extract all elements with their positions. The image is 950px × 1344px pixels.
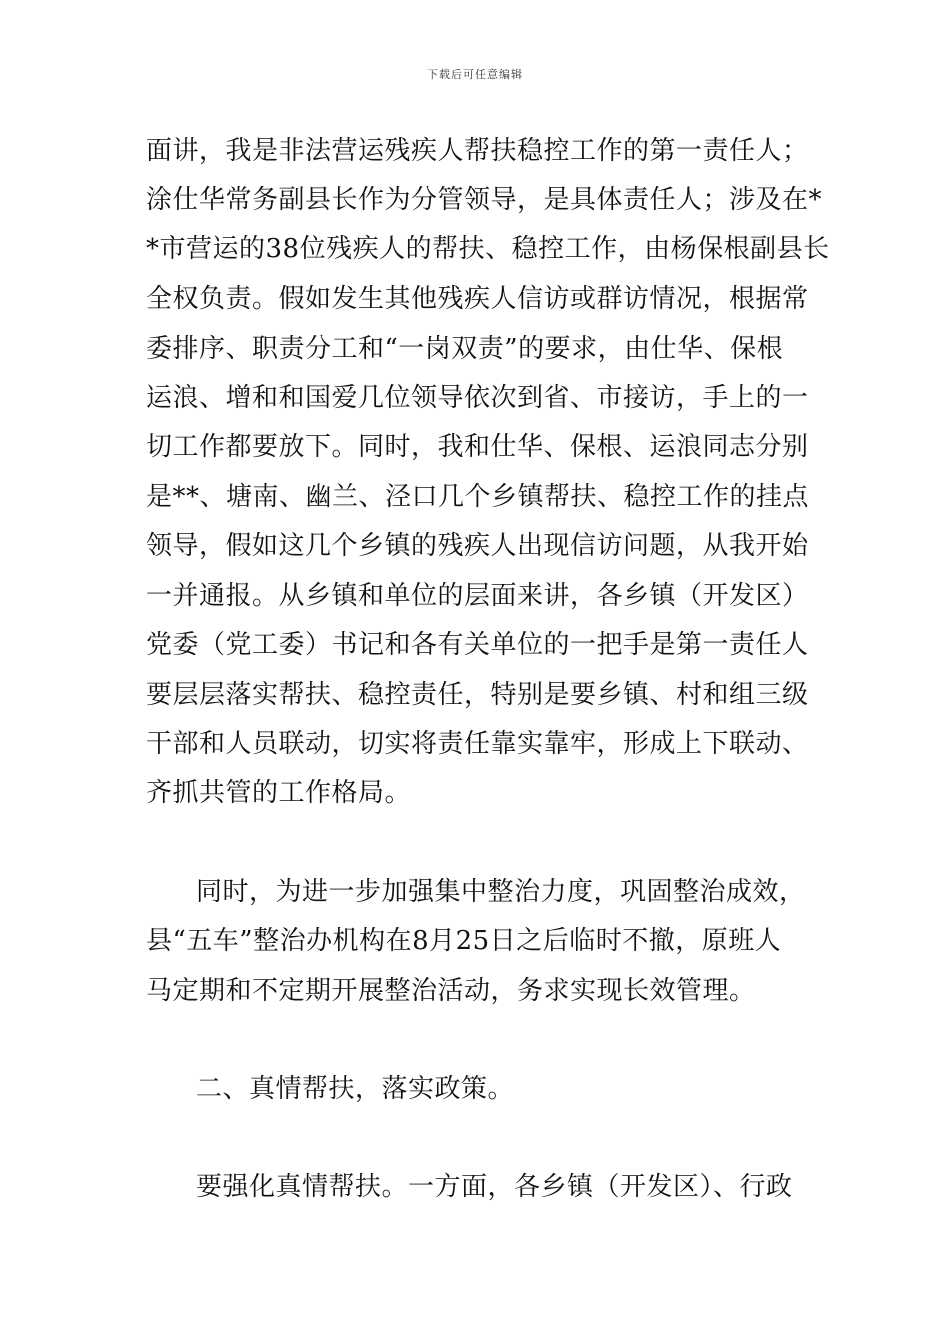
text-line: 一并通报。从乡镇和单位的层面来讲，各乡镇（开发区） [146,581,809,611]
text-line: 领导，假如这几个乡镇的残疾人出现信访问题，从我开始 [146,531,809,561]
header-note: 下载后可任意编辑 [427,68,523,81]
text-line: 干部和人员联动，切实将责任靠实靠牢，形成上下联动、 [146,729,809,759]
text-line: 党委（党工委）书记和各有关单位的一把手是第一责任人 [146,630,809,660]
text-line: 委排序、职责分工和“一岗双责”的要求，由仕华、保根 [146,334,784,364]
text-line: 切工作都要放下。同时，我和仕华、保根、运浪同志分别 [146,432,809,462]
text-line: 齐抓共管的工作格局。 [146,778,412,808]
text-line: *市营运的38位残疾人的帮扶、稳控工作，由杨保根副县长 [146,234,830,264]
section-heading: 二、真情帮扶，落实政策。 [196,1074,515,1104]
text-line: 要层层落实帮扶、稳控责任，特别是要乡镇、村和组三级 [146,680,809,710]
text-line: 面讲，我是非法营运残疾人帮扶稳控工作的第一责任人； [146,136,809,166]
text-line: 运浪、增和和国爱几位领导依次到省、市接访，手上的一 [146,383,809,413]
text-line: 是**、塘南、幽兰、泾口几个乡镇帮扶、稳控工作的挂点 [146,482,810,512]
text-line: 县“五车”整治办机构在8月25日之后临时不撤，原班人 [146,926,782,956]
text-line: 要强化真情帮扶。一方面，各乡镇（开发区）、行政 [196,1172,793,1202]
text-line: 涂仕华常务副县长作为分管领导，是具体责任人；涉及在* [146,185,823,215]
text-line: 马定期和不定期开展整治活动，务求实现长效管理。 [146,976,756,1006]
text-line: 全权负责。假如发生其他残疾人信访或群访情况，根据常 [146,284,809,314]
text-line: 同时，为进一步加强集中整治力度，巩固整治成效， [196,877,806,907]
